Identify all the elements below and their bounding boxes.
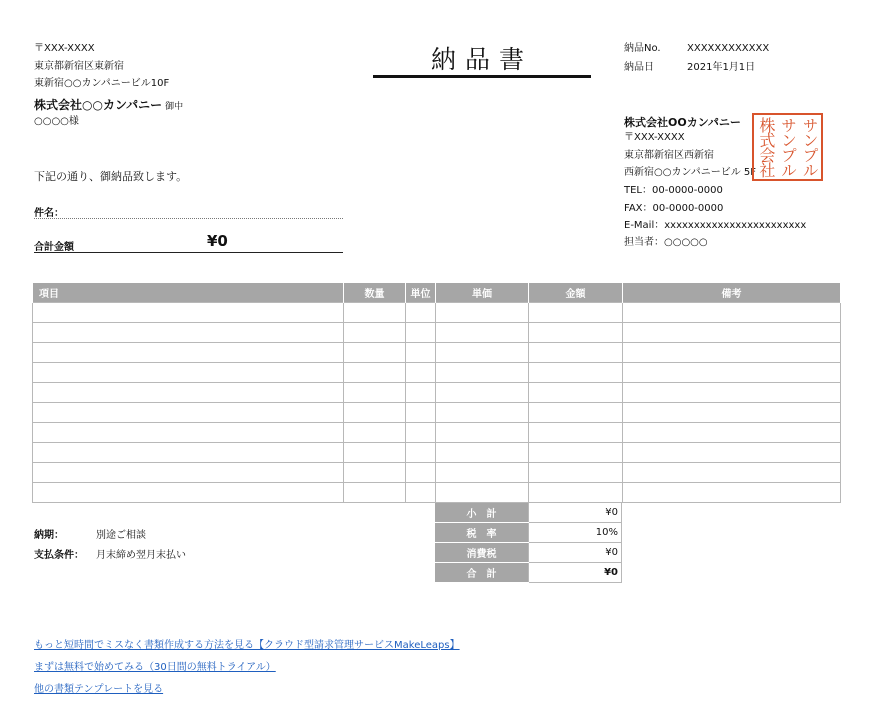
table-row xyxy=(33,383,841,403)
issuer-person-in-charge: 担当者：○○○○○ xyxy=(624,237,708,248)
issuer-email: E-Mail：xxxxxxxxxxxxxxxxxxxxxxxx xyxy=(624,220,807,231)
items-table-header xyxy=(33,283,841,303)
cell-amount[interactable] xyxy=(529,303,623,323)
payment-terms-value: 月末締め翌月末払い xyxy=(96,550,186,561)
cell-item[interactable] xyxy=(33,443,344,463)
grand-total-label: 合 計 xyxy=(435,563,529,583)
cell-remarks[interactable] xyxy=(623,423,841,443)
recipient-address-line1: 東京都新宿区東新宿 xyxy=(34,61,124,72)
cell-amount[interactable] xyxy=(529,483,623,503)
cell-unit-price[interactable] xyxy=(436,483,529,503)
recipient-contact-name: ○○○○様 xyxy=(34,116,79,127)
subject-field[interactable] xyxy=(34,201,343,219)
summary-table xyxy=(435,502,622,583)
issuer-postal-code: 〒XXX-XXXX xyxy=(624,132,685,143)
cell-remarks[interactable] xyxy=(623,463,841,483)
issuer-company-name: 株式会社OOカンパニー xyxy=(624,116,741,129)
other-templates-link[interactable]: 他の書類テンプレートを見る xyxy=(34,684,164,695)
consumption-tax-value[interactable]: ¥0 xyxy=(529,543,622,563)
cell-quantity[interactable] xyxy=(344,463,406,483)
grand-total-value[interactable]: ¥0 xyxy=(529,563,622,583)
table-row xyxy=(33,303,841,323)
free-trial-link[interactable]: まずは無料で始めてみる（30日間の無料トライアル） xyxy=(34,662,276,673)
cell-amount[interactable] xyxy=(529,443,623,463)
recipient-address-line2: 東新宿○○カンパニービル10F xyxy=(34,78,170,89)
total-amount-label: 合計金額 xyxy=(34,242,74,253)
payment-terms-label: 支払条件： xyxy=(34,550,84,561)
table-row xyxy=(33,323,841,343)
items-table-body xyxy=(33,303,841,503)
recipient-company-name: 株式会社○○カンパニー xyxy=(34,98,163,112)
cell-amount[interactable] xyxy=(529,363,623,383)
title-underline xyxy=(373,75,591,78)
company-seal-stamp xyxy=(752,113,823,181)
cell-unit[interactable] xyxy=(406,383,436,403)
cell-unit-price[interactable] xyxy=(436,343,529,363)
cell-quantity[interactable] xyxy=(344,343,406,363)
cell-remarks[interactable] xyxy=(623,443,841,463)
delivery-number-label: 納品No. xyxy=(624,43,661,54)
cell-amount[interactable] xyxy=(529,403,623,423)
cell-quantity[interactable] xyxy=(344,423,406,443)
cell-remarks[interactable] xyxy=(623,323,841,343)
cell-unit[interactable] xyxy=(406,363,436,383)
table-row xyxy=(33,363,841,383)
cell-quantity[interactable] xyxy=(344,363,406,383)
cell-unit[interactable] xyxy=(406,423,436,443)
cell-item[interactable] xyxy=(33,483,344,503)
seal-column: サンプル xyxy=(778,117,798,177)
issuer-address-line2: 西新宿○○カンパニービル 5F xyxy=(624,167,757,178)
cell-remarks[interactable] xyxy=(623,343,841,363)
table-row xyxy=(33,403,841,423)
summary-consumption-tax-row xyxy=(435,543,622,563)
cell-unit-price[interactable] xyxy=(436,463,529,483)
cell-unit[interactable] xyxy=(406,443,436,463)
delivery-period-label: 納期： xyxy=(34,530,64,541)
items-table xyxy=(32,283,841,503)
cell-item[interactable] xyxy=(33,383,344,403)
cell-item[interactable] xyxy=(33,363,344,383)
cell-amount[interactable] xyxy=(529,423,623,443)
cell-quantity[interactable] xyxy=(344,403,406,423)
summary-grand-total-row xyxy=(435,563,622,583)
cell-unit[interactable] xyxy=(406,303,436,323)
issuer-fax: FAX：00-0000-0000 xyxy=(624,203,724,214)
column-header-unit-price: 単価 xyxy=(436,283,529,303)
cell-unit[interactable] xyxy=(406,323,436,343)
cell-quantity[interactable] xyxy=(344,303,406,323)
table-row xyxy=(33,463,841,483)
summary-tax-rate-row xyxy=(435,523,622,543)
cell-quantity[interactable] xyxy=(344,383,406,403)
cell-unit-price[interactable] xyxy=(436,383,529,403)
consumption-tax-label: 消費税 xyxy=(435,543,529,563)
cell-amount[interactable] xyxy=(529,383,623,403)
delivery-period-value: 別途ご相談 xyxy=(96,530,146,541)
recipient-honorific: 御中 xyxy=(165,102,184,112)
cell-unit-price[interactable] xyxy=(436,423,529,443)
total-amount-value: ¥0 xyxy=(207,232,228,250)
seal-column: サンプル xyxy=(800,117,820,177)
cell-item[interactable] xyxy=(33,463,344,483)
cell-unit-price[interactable] xyxy=(436,323,529,343)
column-header-item: 項目 xyxy=(33,283,344,303)
cell-quantity[interactable] xyxy=(344,443,406,463)
table-row xyxy=(33,423,841,443)
cell-amount[interactable] xyxy=(529,463,623,483)
delivery-date-value: 2021年1月1日 xyxy=(687,62,756,73)
cell-amount[interactable] xyxy=(529,343,623,363)
table-row xyxy=(33,443,841,463)
cell-item[interactable] xyxy=(33,403,344,423)
total-amount-row xyxy=(34,232,343,253)
document-title: 納品書 xyxy=(430,45,533,74)
tax-rate-label: 税 率 xyxy=(435,523,529,543)
column-header-quantity: 数量 xyxy=(344,283,406,303)
issuer-tel: TEL：00-0000-0000 xyxy=(624,185,723,196)
column-header-remarks: 備考 xyxy=(623,283,841,303)
delivery-number-value: XXXXXXXXXXXX xyxy=(687,43,770,54)
cell-unit[interactable] xyxy=(406,343,436,363)
cell-item[interactable] xyxy=(33,343,344,363)
cell-unit[interactable] xyxy=(406,463,436,483)
cell-remarks[interactable] xyxy=(623,303,841,323)
cell-item[interactable] xyxy=(33,323,344,343)
cell-unit-price[interactable] xyxy=(436,303,529,323)
recipient-postal-code: 〒XXX-XXXX xyxy=(34,43,95,54)
seal-column: 株式会社 xyxy=(756,117,776,177)
tax-rate-value[interactable]: 10% xyxy=(529,523,622,543)
delivery-date-label: 納品日 xyxy=(624,62,654,73)
cell-remarks[interactable] xyxy=(623,483,841,503)
summary-subtotal-row xyxy=(435,503,622,523)
greeting-text: 下記の通り、御納品致します。 xyxy=(34,170,188,183)
cell-remarks[interactable] xyxy=(623,383,841,403)
cell-remarks[interactable] xyxy=(623,403,841,423)
table-row xyxy=(33,483,841,503)
cell-unit-price[interactable] xyxy=(436,403,529,423)
subtotal-label: 小 計 xyxy=(435,503,529,523)
cell-unit-price[interactable] xyxy=(436,363,529,383)
cell-item[interactable] xyxy=(33,303,344,323)
subject-label: 件名： xyxy=(34,208,64,219)
cell-amount[interactable] xyxy=(529,323,623,343)
cell-remarks[interactable] xyxy=(623,363,841,383)
recipient-company-row xyxy=(34,96,183,113)
cell-unit[interactable] xyxy=(406,483,436,503)
column-header-unit: 単位 xyxy=(406,283,436,303)
cell-unit-price[interactable] xyxy=(436,443,529,463)
table-row xyxy=(33,343,841,363)
column-header-amount: 金額 xyxy=(529,283,623,303)
issuer-address-line1: 東京都新宿区西新宿 xyxy=(624,150,714,161)
cell-unit[interactable] xyxy=(406,403,436,423)
cell-quantity[interactable] xyxy=(344,323,406,343)
cell-item[interactable] xyxy=(33,423,344,443)
subtotal-value[interactable]: ¥0 xyxy=(529,503,622,523)
makeleaps-info-link[interactable]: もっと短時間でミスなく書類作成する方法を見る【クラウド型請求管理サービスMakeLeaps】 xyxy=(34,640,460,651)
cell-quantity[interactable] xyxy=(344,483,406,503)
